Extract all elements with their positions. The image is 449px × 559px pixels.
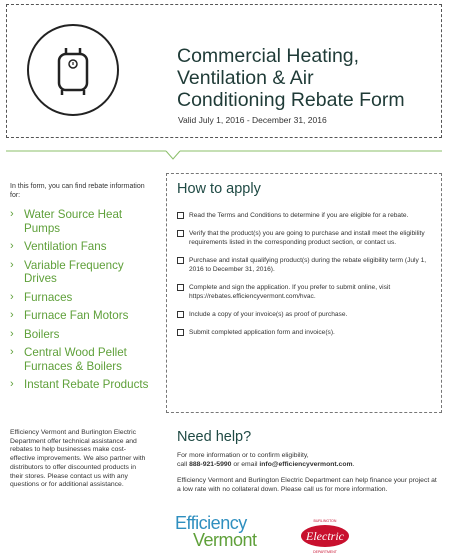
step-item[interactable]: Submit completed application form and invoice(s). [177,328,439,337]
measure-item[interactable]: › Variable Frequency Drives [10,258,124,285]
page-title [177,45,442,111]
burlington-electric-logo [296,517,354,555]
about-text: Efficiency Vermont and Burlington Electric Department offer technical assistance and rebates to help businesses make cost-effective improvements. We also partner with distributors to offer discounted products in their stores. Please contact us with any questions or for additional assistance. [10,429,146,489]
measure-item[interactable]: › Boilers [10,327,60,341]
step-item[interactable]: Purchase and install qualifying product(s) during the rebate eligibility term (July 1, 2016 to December 31, 2016). [177,256,439,274]
measure-item[interactable]: › Central Wood Pellet Furnaces & Boilers [10,346,127,373]
checkbox-icon[interactable] [177,257,184,264]
checkbox-icon[interactable] [177,284,184,291]
help-contact: For more information or to confirm eligibility, call 888-921-5990 or email info@efficiencyvermont.com. [177,452,355,468]
step-item[interactable]: Read the Terms and Conditions to determine if you are eligible for a rebate. [177,211,439,220]
chevron-right-icon: › [10,378,14,390]
valid-dates: Valid July 1, 2016 - December 31, 2016 [178,115,327,125]
header-box [6,4,442,138]
checkbox-icon[interactable] [177,311,184,318]
phone-link[interactable]: 888-921-5990 [189,461,232,468]
chevron-right-icon: › [10,240,14,252]
measure-item[interactable]: › Furnaces [10,290,73,304]
how-to-apply-title: How to apply [177,181,261,197]
chevron-right-icon: › [10,258,14,271]
financing-text: Efficiency Vermont and Burlington Electric Department can help finance your project at a low rate with no collateral down. Please call us for more information. [177,477,437,493]
checkbox-icon[interactable] [177,212,184,219]
title-line-2: Ventilation & Air [177,67,314,89]
step-item[interactable]: Complete and sign the application. If you prefer to submit online, visit https://rebates.efficiencyvermont.com/hvac. [177,283,439,301]
svg-text:Electric: Electric [306,529,344,543]
chevron-right-icon: › [10,327,14,340]
measure-item[interactable]: › Water Source Heat Pumps [10,208,123,235]
chevron-right-icon: › [10,290,14,303]
measure-item[interactable]: › Ventilation Fans [10,240,107,253]
water-heater-icon [27,24,119,116]
step-item[interactable]: Include a copy of your invoice(s) as proof of purchase. [177,310,439,319]
steps-list [177,211,439,346]
checkbox-icon[interactable] [177,230,184,237]
need-help-title: Need help? [177,429,252,445]
chevron-right-icon: › [10,309,14,321]
section-divider [6,150,442,164]
efficiency-vermont-logo: Efficiency Vermont [175,513,257,550]
chevron-right-icon: › [10,346,14,358]
title-line-3: Conditioning Rebate Form [177,89,405,111]
measure-item[interactable]: › Furnace Fan Motors [10,309,129,322]
measures-list [10,208,150,392]
email-link[interactable]: info@efficiencyvermont.com [259,461,353,468]
title-line-1: Commercial Heating, [177,45,360,67]
step-item[interactable]: Verify that the product(s) you are going to purchase and install meet the eligibility requirements listed in the corresponding product section, or contact us. [177,229,439,247]
svg-text:BURLINGTON: BURLINGTON [313,519,337,523]
intro-text: In this form, you can find rebate information for: [10,183,145,199]
measures-column [10,182,150,397]
measure-item[interactable]: › Instant Rebate Products [10,378,149,391]
checkbox-icon[interactable] [177,329,184,336]
svg-text:DEPARTMENT: DEPARTMENT [313,550,337,554]
chevron-right-icon: › [10,208,14,220]
